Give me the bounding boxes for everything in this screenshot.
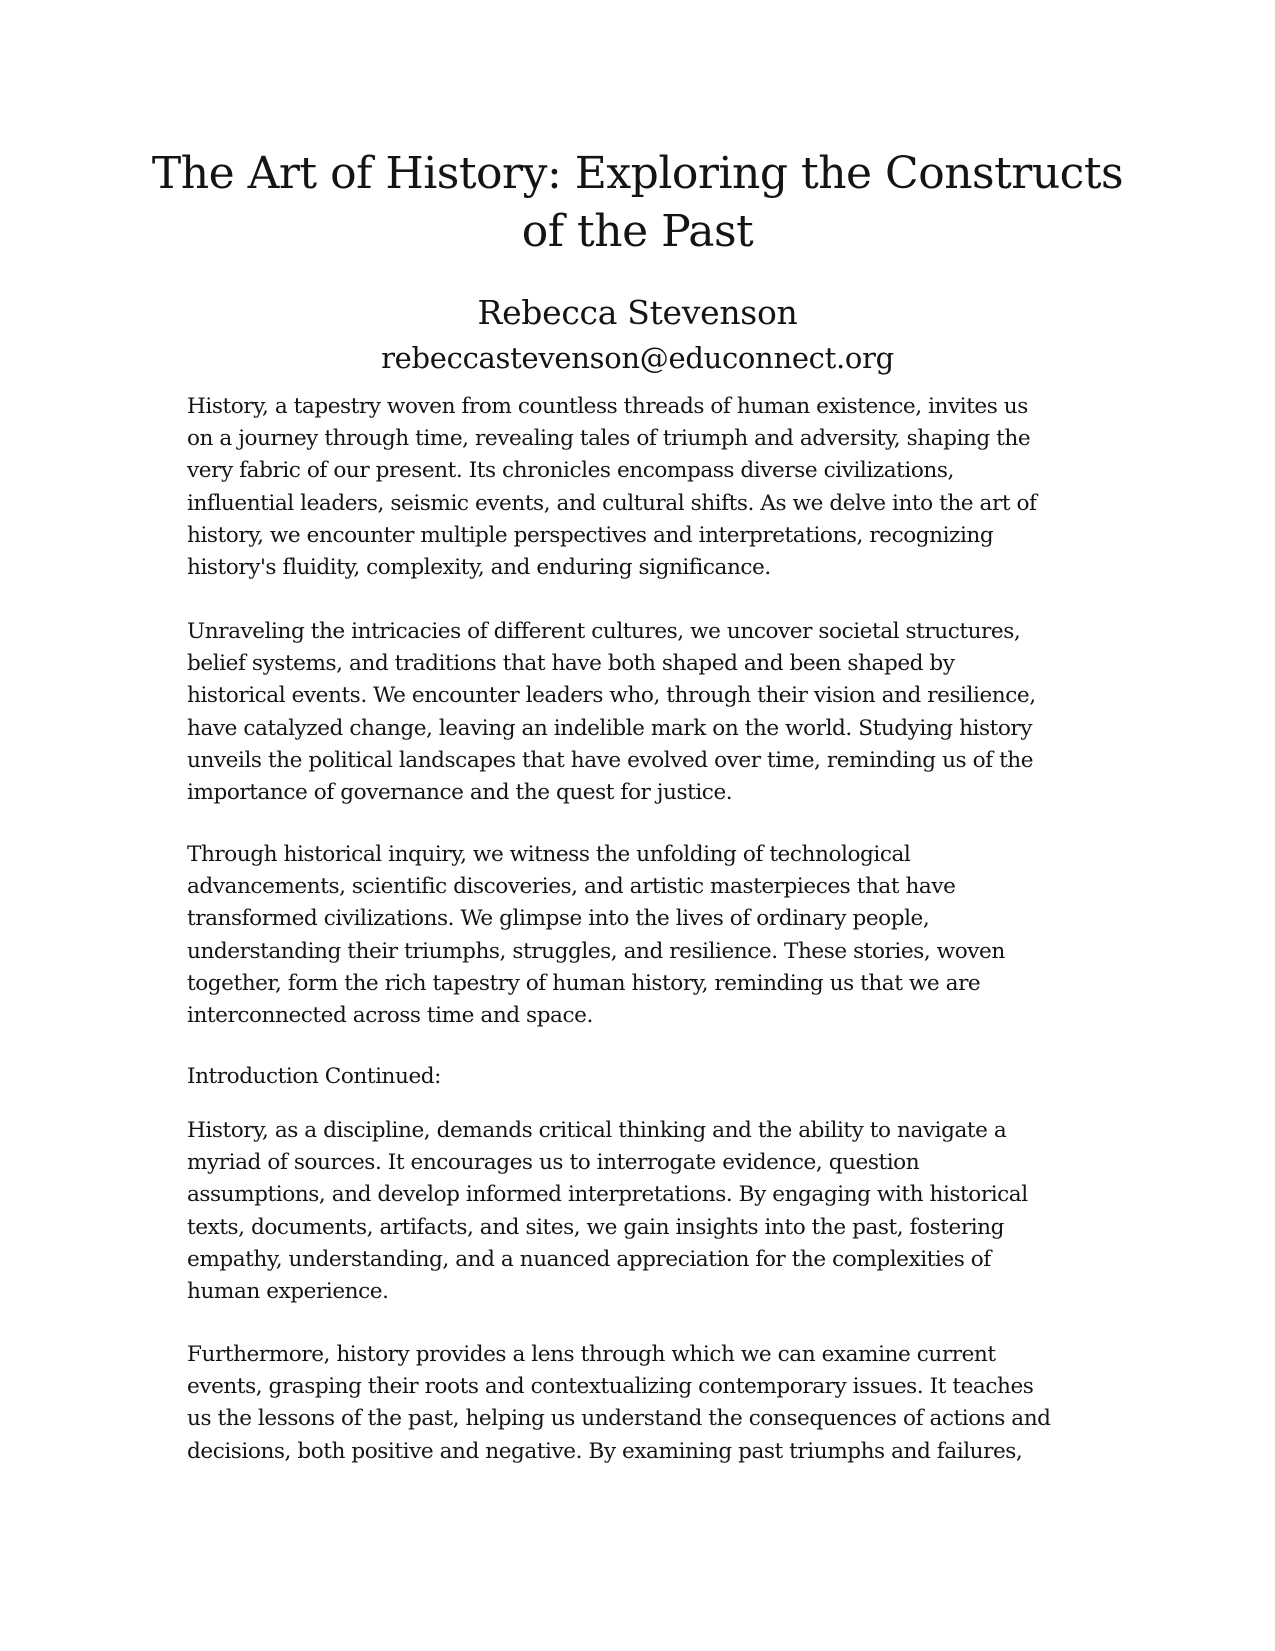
paragraph-4 <box>187 1115 1077 1308</box>
paragraph-3 <box>187 839 1077 1032</box>
text-line: on a journey through time, revealing tales of triumph and adversity, shaping the <box>187 426 1031 452</box>
text-line: together, form the rich tapestry of human history, reminding us that we are <box>187 970 981 996</box>
author-email: rebeccastevenson@educonnect.org <box>381 341 894 375</box>
text-line: us the lessons of the past, helping us understand the consequences of actions and <box>187 1406 1051 1432</box>
paragraph-1 <box>187 391 1077 584</box>
text-line: very fabric of our present. Its chronicles encompass diverse civilizations, <box>187 458 954 484</box>
text-line: transformed civilizations. We glimpse into the lives of ordinary people, <box>187 906 930 932</box>
paragraph-2 <box>187 616 1077 809</box>
text-line: belief systems, and traditions that have both shaped and been shaped by <box>187 651 955 677</box>
text-line: interconnected across time and space. <box>187 1003 593 1029</box>
text-line: have catalyzed change, leaving an indelible mark on the world. Studying history <box>187 715 1033 741</box>
text-line: Introduction Continued: <box>187 1064 441 1089</box>
text-line: advancements, scientific discoveries, and artistic masterpieces that have <box>187 874 956 900</box>
text-line: empathy, understanding, and a nuanced appreciation for the complexities of <box>187 1246 991 1272</box>
text-line: assumptions, and develop informed interpretations. By engaging with historical <box>187 1182 1028 1208</box>
text-line: history, we encounter multiple perspectives and interpretations, recognizing <box>187 522 994 548</box>
text-line: texts, documents, artifacts, and sites, we gain insights into the past, fostering <box>187 1214 1005 1240</box>
author-name: Rebecca Stevenson <box>477 293 798 332</box>
text-line: importance of governance and the quest for justice. <box>187 780 733 806</box>
text-line: influential leaders, seismic events, and cultural shifts. As we delve into the art of <box>187 490 1037 516</box>
section-subheading <box>187 1061 1077 1093</box>
title-line: of the Past <box>521 206 754 257</box>
text-line: understanding their triumphs, struggles, and resilience. These stories, woven <box>187 938 1005 964</box>
text-line: myriad of sources. It encourages us to interrogate evidence, question <box>187 1150 920 1176</box>
text-line: Through historical inquiry, we witness the unfolding of technological <box>187 842 911 867</box>
document-title <box>150 145 1125 261</box>
text-line: decisions, both positive and negative. By examining past triumphs and failures, <box>187 1438 1023 1464</box>
text-line: events, grasping their roots and contextualizing contemporary issues. It teaches <box>187 1374 1034 1400</box>
text-line: Unraveling the intricacies of different cultures, we uncover societal structures, <box>187 619 1021 644</box>
text-line: Furthermore, history provides a lens through which we can examine current <box>187 1342 996 1367</box>
text-line: History, as a discipline, demands critical thinking and the ability to navigate a <box>187 1118 1007 1143</box>
text-line: history's fluidity, complexity, and enduring significance. <box>187 555 771 581</box>
text-line: historical events. We encounter leaders who, through their vision and resilience, <box>187 683 1036 709</box>
text-line: human experience. <box>187 1279 389 1305</box>
text-line: History, a tapestry woven from countless threads of human existence, invites us <box>187 394 1028 419</box>
text-line: unveils the political landscapes that have evolved over time, reminding us of the <box>187 747 1034 773</box>
paragraph-5 <box>187 1339 1077 1468</box>
title-line: The Art of History: Exploring the Constructs <box>151 148 1124 199</box>
